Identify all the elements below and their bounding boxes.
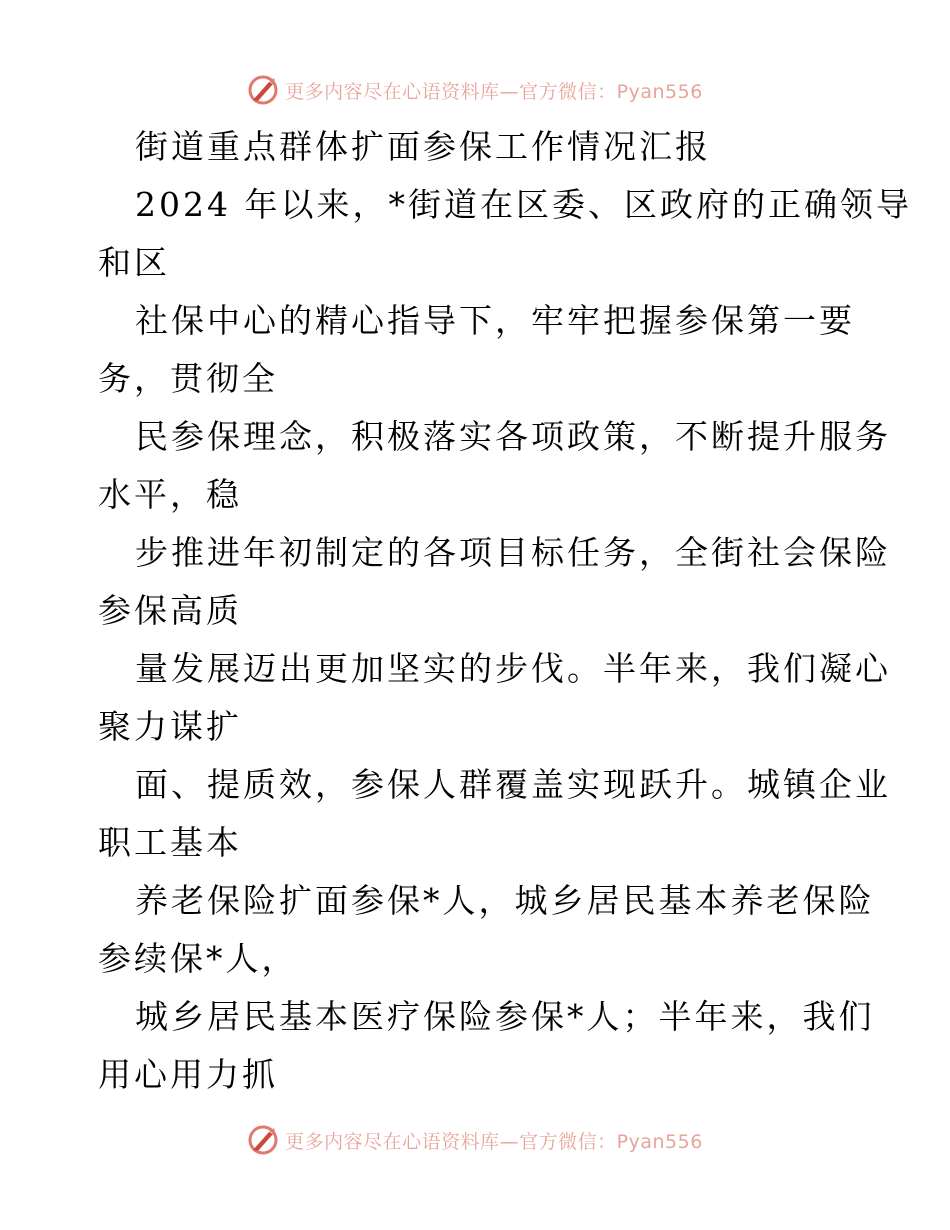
text-line: 城乡居民基本医疗保险参保*人；半年来，我们 (135, 997, 875, 1036)
text-line: 量发展迈出更加坚实的步伐。半年来，我们凝心 (135, 649, 891, 688)
text-line: 养老保险扩面参保*人，城乡居民基本养老保险 (135, 881, 875, 920)
text-line: 2024 年以来，*街道在区委、区政府的正确领导 (135, 185, 912, 224)
quill-logo-icon (247, 1124, 279, 1156)
text-line: 参保高质 (98, 591, 242, 630)
footer-watermark (0, 1120, 950, 1160)
text-line: 和区 (98, 243, 170, 282)
quill-logo-icon (247, 74, 279, 106)
text-line: 聚力谋扩 (98, 707, 242, 746)
text-line: 社保中心的精心指导下，牢牢把握参保第一要 (135, 301, 855, 340)
document-body (98, 118, 912, 1104)
text-line: 民参保理念，积极落实各项政策，不断提升服务 (135, 417, 891, 456)
text-line: 水平，稳 (98, 475, 242, 514)
text-line: 步推进年初制定的各项目标任务，全街社会保险 (135, 533, 891, 572)
header-watermark (0, 70, 950, 110)
text-line: 面、提质效，参保人群覆盖实现跃升。城镇企业 (135, 765, 891, 804)
text-line: 用心用力抓 (98, 1055, 278, 1094)
text-line: 务，贯彻全 (98, 359, 278, 398)
watermark-text: 更多内容尽在心语资料库—官方微信：Pyan556 (285, 80, 703, 103)
text-line: 职工基本 (98, 823, 242, 862)
document-title: 街道重点群体扩面参保工作情况汇报 (135, 127, 711, 166)
text-line: 参续保*人， (98, 939, 298, 978)
watermark-text: 更多内容尽在心语资料库—官方微信：Pyan556 (285, 1130, 703, 1153)
